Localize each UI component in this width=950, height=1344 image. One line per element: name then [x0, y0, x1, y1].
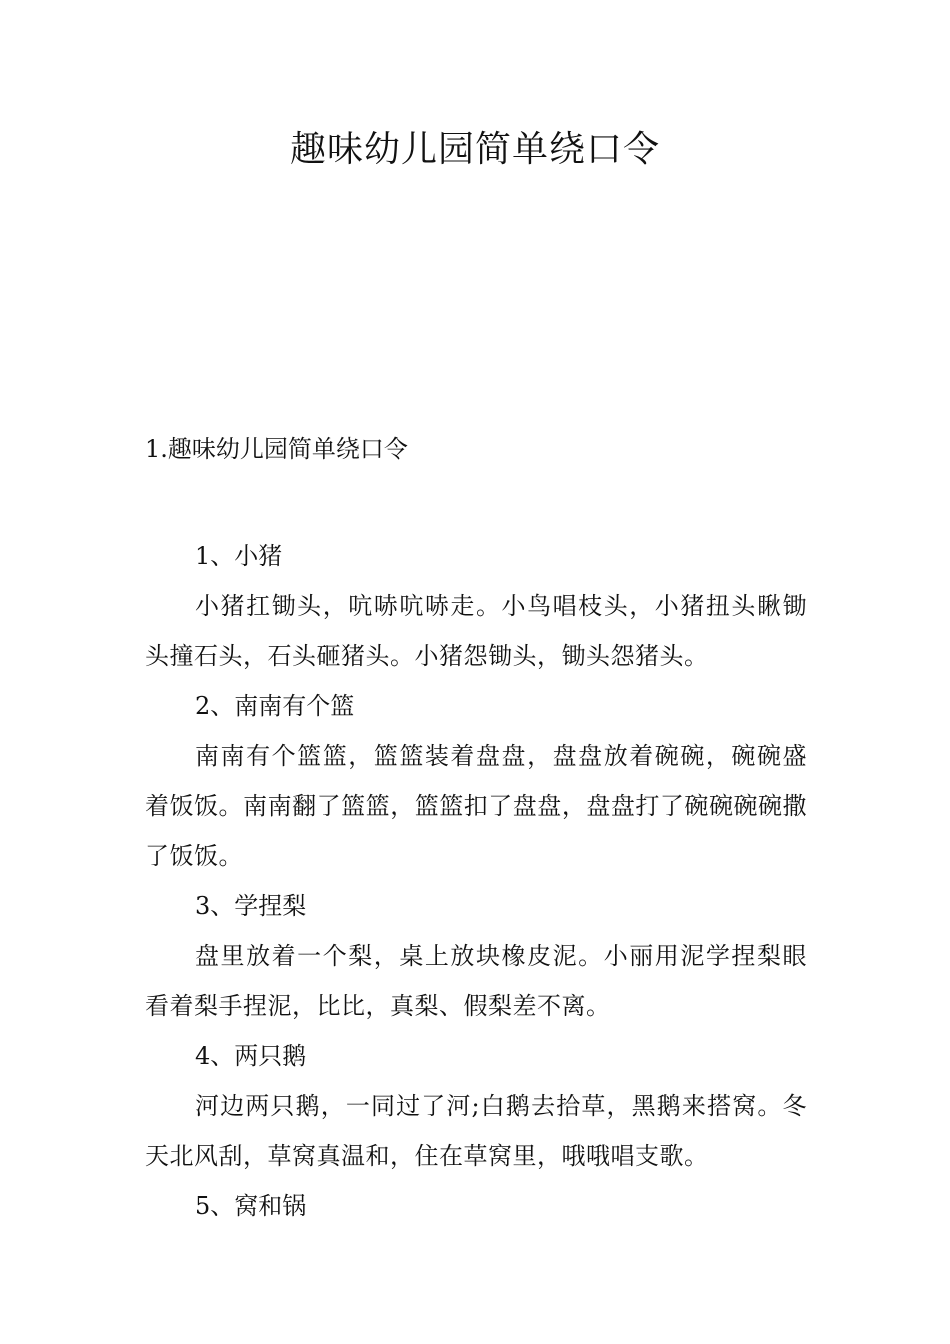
item-title-1: 1、小猪 — [195, 542, 283, 570]
item-title-4: 4、两只鹅 — [195, 1042, 307, 1070]
item-text-4: 河边两只鹅，一同过了河;白鹅去拾草，黑鹅来搭窝。冬天北风刮，草窝真温和，住在草窝里，哦哦唱支歌。 — [145, 1092, 807, 1170]
item-text-2: 南南有个篮篮，篮篮装着盘盘，盘盘放着碗碗，碗碗盛着饭饭。南南翻了篮篮，篮篮扣了盘盘，盘盘打了碗碗碗碗撒了饭饭。 — [145, 742, 807, 870]
document-title: 趣味幼儿园简单绕口令 — [289, 129, 660, 170]
item-text-3: 盘里放着一个梨，桌上放块橡皮泥。小丽用泥学捏梨眼看着梨手捏泥，比比，真梨、假梨差不离。 — [145, 942, 807, 1020]
item-text-1: 小猪扛锄头，吭哧吭哧走。小鸟唱枝头，小猪扭头瞅锄头撞石头，石头砸猪头。小猪怨锄头，锄头怨猪头。 — [145, 592, 807, 670]
item-title-5: 5、窝和锅 — [195, 1192, 307, 1220]
section-heading: 1.趣味幼儿园简单绕口令 — [145, 435, 408, 463]
document-body — [145, 531, 807, 1231]
item-title-2: 2、南南有个篮 — [195, 692, 355, 720]
item-title-3: 3、学捏梨 — [195, 892, 307, 920]
